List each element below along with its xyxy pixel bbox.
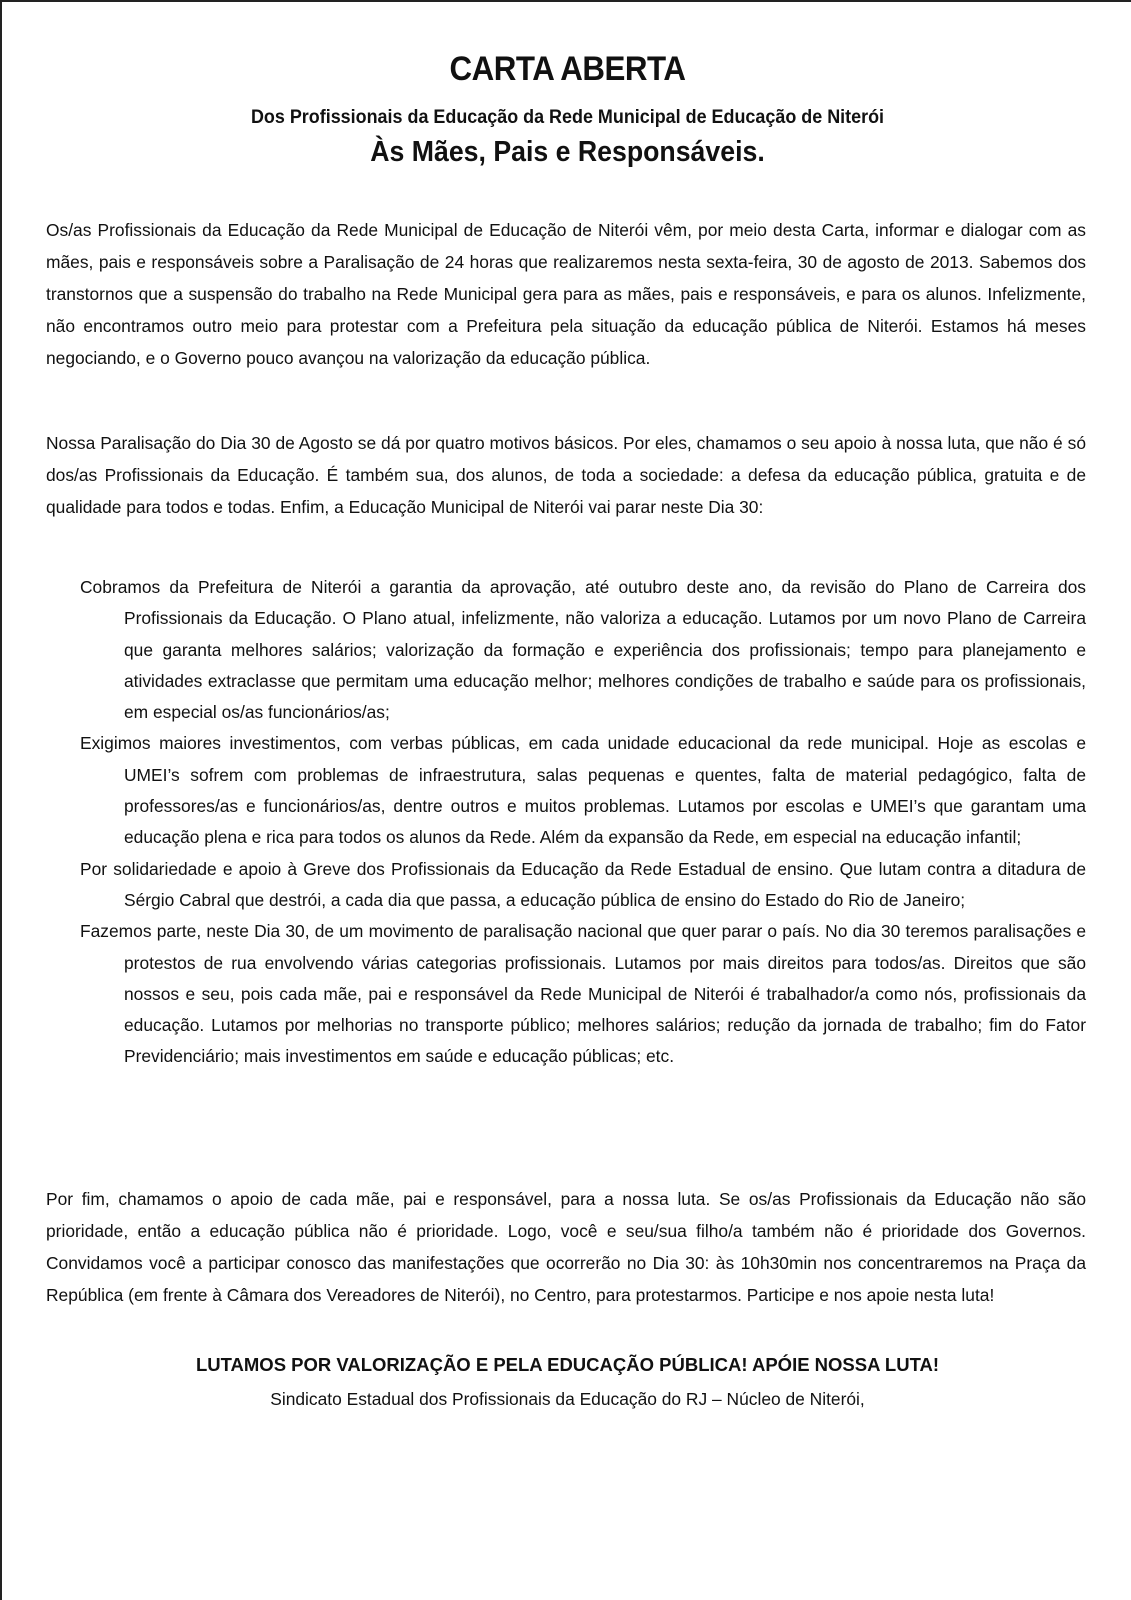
motive-item: Por solidariedade e apoio à Greve dos Profissionais da Educação da Rede Estadual de ensino. Que lutam contra a ditadura de Sérgio Cabral que destrói, a cada dia que passa, a educação pública de ensino do Estado do Rio de Janeiro; — [80, 858, 1086, 910]
letter-addressee: Às Mães, Pais e Responsáveis. — [370, 136, 765, 168]
paragraph-text: Nossa Paralisação do Dia 30 de Agosto se dá por quatro motivos básicos. Por eles, chamamos o seu apoio à nossa luta, que não é só dos/as Profissionais da Educação. É também sua, dos alunos, de toda a sociedade: a defesa da educação pública, gratuita e de qualidade para todos e todas. Enfim, a Educação Municipal de Niterói vai parar neste Dia 30: — [46, 433, 1086, 517]
paragraph-text: Os/as Profissionais da Educação da Rede Municipal de Educação de Niterói vêm, por meio desta Carta, informar e dialogar com as mães, pais e responsáveis sobre a Paralisação de 24 horas que realizaremos nesta sexta-feira, 30 de agosto de 2013. Sabemos dos transtornos que a suspensão do trabalho na Rede Municipal gera para as mães, pais e responsáveis, e para os alunos. Infelizmente, não encontramos outro meio para protestar com a Prefeitura pela situação da educação pública de Niterói. Estamos há meses negociando, e o Governo pouco avançou na valorização da educação pública. — [46, 220, 1086, 368]
letter-title: CARTA ABERTA — [449, 50, 686, 88]
motive-item: Fazemos parte, neste Dia 30, de um movimento de paralisação nacional que quer parar o país. No dia 30 teremos paralisações e protestos de rua envolvendo várias categorias profissionais. Lutamos por mais direitos para todos/as. Direitos que são nossos e seu, pois cada mãe, pai e responsável da Rede Municipal de Niterói é trabalhador/a como nós, profissionais da educação. Lutamos por melhorias no transporte público; melhores salários; redução da jornada de trabalho; fim do Fator Previdenciário; mais investimentos em saúde e educação públicas; etc. — [80, 921, 1086, 1067]
signature: Sindicato Estadual dos Profissionais da Educação do RJ – Núcleo de Niterói, — [270, 1389, 865, 1409]
intro-paragraph — [46, 214, 1086, 374]
paragraph-text: Por fim, chamamos o apoio de cada mãe, pai e responsável, para a nossa luta. Se os/as Profissionais da Educação não são prioridade, então a educação pública não é prioridade. Logo, você e seu/sua filho/a também não é prioridade dos Governos. Convidamos você a participar conosco das manifestações que ocorrerão no Dia 30: às 10h30min nos concentraremos na Praça da República (em frente à Câmara dos Vereadores de Niterói), no Centro, para protestarmos. Participe e nos apoie nesta luta! — [46, 1189, 1086, 1305]
motive-item: Cobramos da Prefeitura de Niterói a garantia da aprovação, até outubro deste ano, da revisão do Plano de Carreira dos Profissionais da Educação. O Plano atual, infelizmente, não valoriza a educação. Lutamos por um novo Plano de Carreira que garanta melhores salários; valorização da formação e experiência dos profissionais; tempo para planejamento e atividades extraclasse que permitam uma educação melhor; melhores condições de trabalho e saúde para os profissionais, em especial os/as funcionários/as; — [80, 577, 1086, 723]
motives-intro-paragraph — [46, 427, 1086, 523]
motives-list — [80, 572, 1086, 1073]
letter-subtitle: Dos Profissionais da Educação da Rede Municipal de Educação de Niterói — [250, 106, 885, 128]
motive-item: Exigimos maiores investimentos, com verbas públicas, em cada unidade educacional da rede municipal. Hoje as escolas e UMEI’s sofrem com problemas de infraestrutura, salas pequenas e quentes, falta de material pedagógico, falta de professores/as e funcionários/as, dentre outros e muitos problemas. Lutamos por escolas e UMEI’s que garantam uma educação plena e rica para todos os alunos da Rede. Além da expansão da Rede, em especial na educação infantil; — [80, 733, 1086, 848]
closing-slogan: LUTAMOS POR VALORIZAÇÃO E PELA EDUCAÇÃO PÚBLICA! APÓIE NOSSA LUTA! — [195, 1354, 940, 1375]
final-paragraph — [46, 1183, 1086, 1311]
